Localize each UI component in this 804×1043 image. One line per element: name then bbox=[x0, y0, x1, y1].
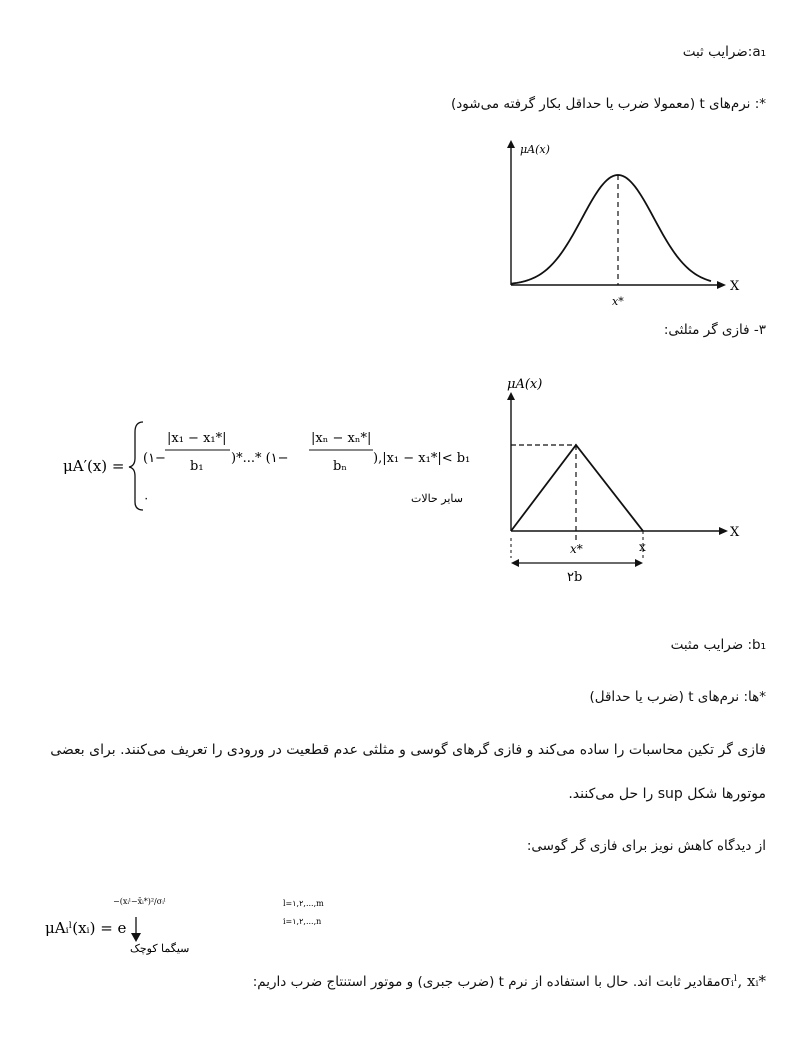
tri-right-label: x bbox=[639, 540, 646, 554]
tri-y-label: μA(x) bbox=[507, 377, 543, 392]
constant-values-line bbox=[253, 972, 766, 990]
formula-tri-lhs: μA′(x) = bbox=[63, 457, 125, 475]
formula-frac2-den: bₙ bbox=[333, 459, 347, 474]
t-norm-note: *: نرم‌های t (معمولا ضرب یا حداقل بکار گرفته می‌شود) bbox=[451, 96, 766, 112]
tri-x-arrow bbox=[719, 527, 728, 535]
gauss-peak-label: x* bbox=[612, 295, 624, 308]
formula-frac1-num: |x₁ − x₁*| bbox=[167, 431, 227, 446]
formula-gauss-exponent: −(xᵢˡ−x̄ᵢ*)²/σᵢˡ bbox=[113, 897, 166, 906]
formula-brace bbox=[129, 422, 143, 510]
tri-y-arrow bbox=[507, 392, 515, 400]
sigma-x-symbols: σᵢˡ, xᵢ* bbox=[720, 972, 766, 990]
gaussian-membership-plot bbox=[490, 135, 760, 315]
tri-x-label: X bbox=[730, 525, 740, 540]
tri-width-arrow-left bbox=[511, 559, 519, 567]
paragraph-line-2: موتورها شکل sup را حل می‌کنند. bbox=[568, 786, 766, 802]
formula-condition: ),|x₁ − x₁*|< b₁ bbox=[373, 451, 471, 466]
gaussian-membership-formula bbox=[40, 880, 360, 960]
tri-width-arrow-right bbox=[635, 559, 643, 567]
formula-mid: )*...* (۱− bbox=[231, 451, 289, 466]
coefficient-a-line: a‎₁‏:ضرایب ثبت bbox=[682, 44, 766, 60]
formula-gauss-range-i: i=۱,۲,...,n bbox=[283, 917, 322, 926]
triangular-membership-formula bbox=[55, 410, 495, 515]
formula-gauss-lhs: μAᵢˡ(xᵢ) = e bbox=[45, 919, 127, 937]
gauss-curve bbox=[511, 175, 711, 284]
triangular-membership-plot bbox=[490, 368, 760, 588]
formula-gauss-range-l: l=۱,۲,...,m bbox=[283, 899, 324, 908]
gauss-x-arrow bbox=[717, 281, 726, 289]
t-norm-note-2: *ها: نرم‌های t (ضرب یا حداقل) bbox=[589, 689, 766, 705]
coefficient-b-line: b‎₁‏: ضرایب مثبت bbox=[670, 637, 766, 653]
constant-values-text: مقادیر ثابت اند. حال با استفاده از نرم t (ضرب جبری) و موتور استنتاج ضرب داریم: bbox=[252, 974, 721, 990]
triangle-curve bbox=[511, 445, 643, 531]
gauss-y-label: μA(x) bbox=[520, 143, 550, 156]
triangular-fuzzifier-heading: ۳- فازی گر مثلثی: bbox=[663, 322, 766, 338]
paragraph-line-1: فازی گر تکین محاسبات را ساده می‌کند و فازی گرهای گوسی و مثلثی عدم قطعیت در ورودی را تعریف می‌کنند. برای بعضی bbox=[50, 742, 766, 758]
tri-peak-label: x* bbox=[570, 542, 583, 556]
gauss-y-arrow bbox=[507, 140, 515, 148]
formula-gauss-note: سیگما کوچک bbox=[130, 942, 190, 955]
noise-reduction-line: از دیدگاه کاهش نویز برای فازی گر گوسی: bbox=[526, 838, 766, 854]
tri-width-label: ۲b bbox=[567, 570, 583, 585]
formula-case2-value: ۰ bbox=[143, 491, 150, 505]
gauss-x-label: X bbox=[730, 279, 740, 294]
formula-frac2-num: |xₙ − xₙ*| bbox=[311, 431, 372, 446]
formula-frac1-den: b₁ bbox=[190, 459, 204, 474]
formula-case2-label: سایر حالات bbox=[411, 492, 463, 505]
formula-gauss-arrow-head bbox=[131, 933, 141, 942]
formula-case1-pre: (۱− bbox=[143, 451, 166, 466]
